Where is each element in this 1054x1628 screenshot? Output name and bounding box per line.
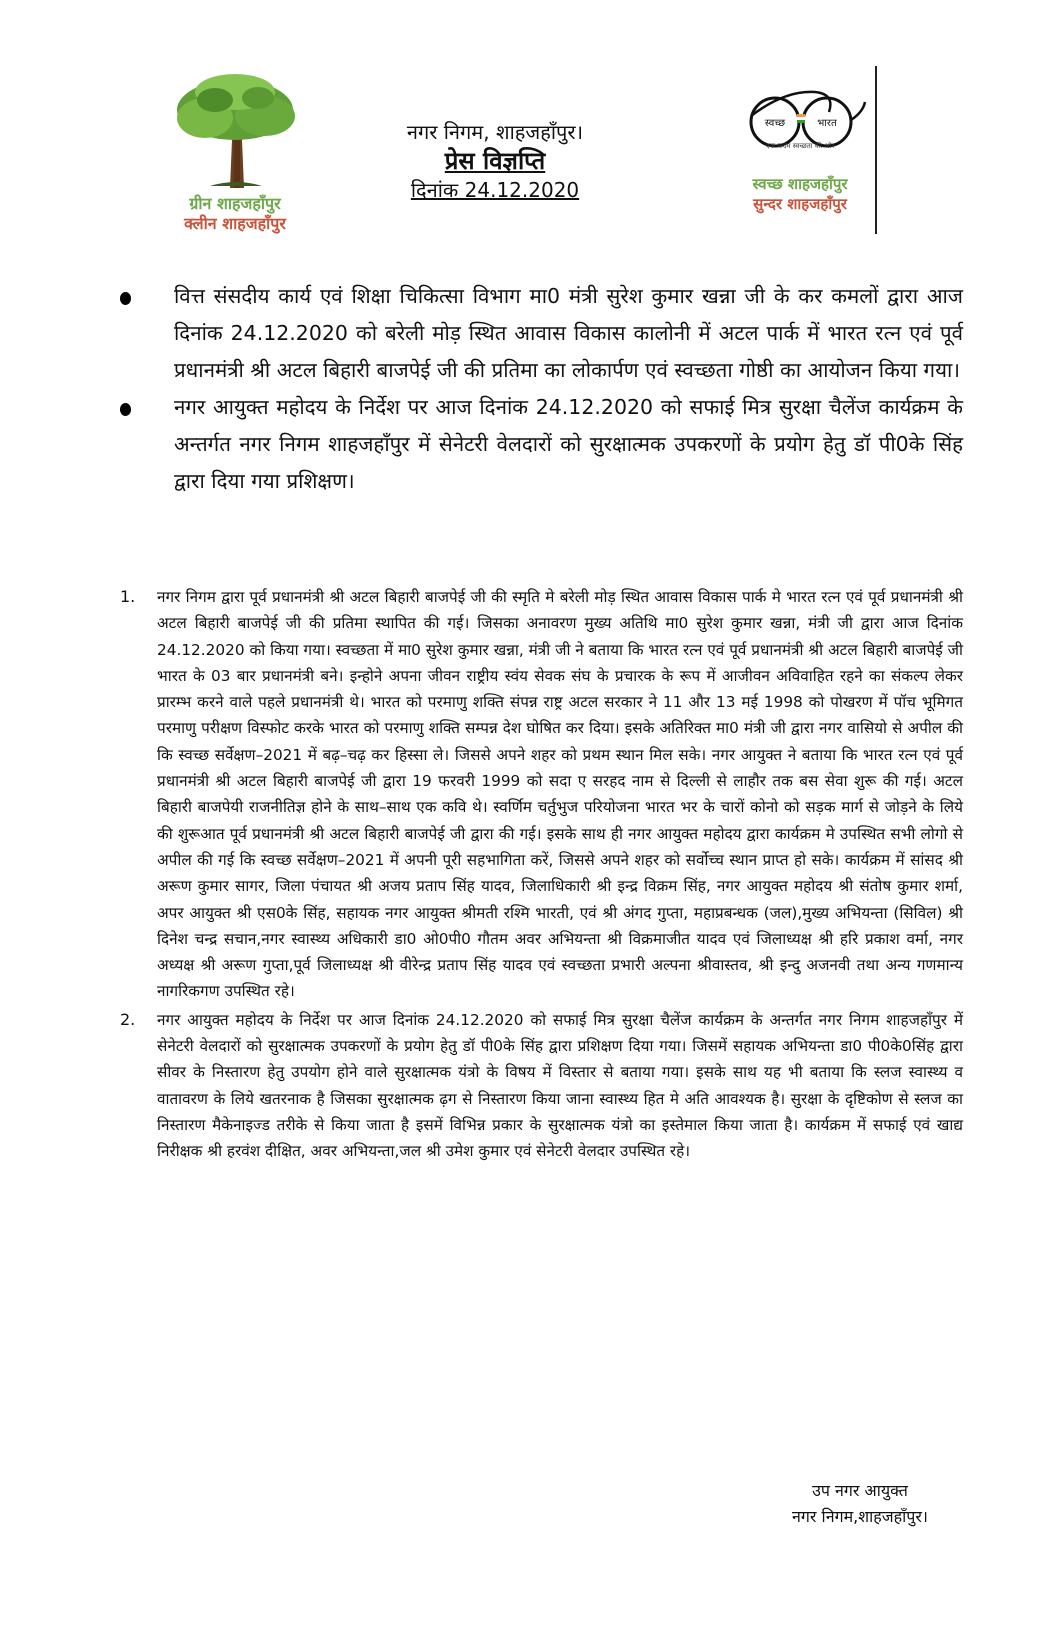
logo-left-line1: ग्रीन शाहजहाँपुर <box>189 194 281 213</box>
swachh-shahjahanpur-logo <box>745 70 865 230</box>
document-header <box>380 118 610 204</box>
bullet-icon <box>120 292 131 305</box>
paragraph-text: नगर आयुक्त महोदय के निर्देश पर आज दिनांक 24.12.2020 को सफाई मित्र सुरक्षा चैलेंज कार्यक्रम के अन्तर्गत नगर निगम शाहजहाँपुर में सेनेटरी वेलदारों को सुरक्षात्मक उपकरणों के प्रयोग हेतु डॉ पी0के सिंह द्वारा प्रशिक्षण दिया गया। जिसमें सहायक अभियन्ता डा0 पी0के0सिंह द्वारा सीवर के निस्तारण हेतु उपयोग होने वाले सुरक्षात्मक यंत्रो के विषय में विस्तार से बताया गया। इसके साथ यह भी बताया कि स्लज स्वास्थ्य व वातावरण के लिये खतरनाक है जिसका सुरक्षात्मक ढ़ग से निस्तारण किया जाना स्वास्थ्य हित मे अति आवश्यक है। सुरक्षा के दृष्टिकोण से स्लज का निस्तारण मैकेनाइज्ड तरीके से किया जाता है इसमें विभिन्न प्रकार के सुरक्षात्मक यंत्रो का इस्तेमाल किया जाता है। कार्यक्रम में सफाई एवं खाद्य निरीक्षक श्री हरवंश दीक्षित, अवर अभियन्ता,जल श्री उमेश कुमार एवं सेनेटरी वेलदार उपस्थित रहे। <box>157 1010 963 1161</box>
bullet-item <box>118 278 963 389</box>
logo-left-line2: क्लीन शाहजहाँपुर <box>184 214 286 233</box>
numbered-paragraph <box>118 584 963 1005</box>
document-date: दिनांक 24.12.2020 <box>410 178 580 202</box>
logo-right-line2: सुन्दर शाहजहाँपुर <box>753 195 847 213</box>
swachh-bharat-tagline: एक कदम स्वच्छता की ओर <box>765 142 835 150</box>
green-shahjahanpur-logo <box>160 70 310 240</box>
paragraph-number: 2. <box>120 1009 136 1029</box>
summary-bullets <box>118 278 963 500</box>
logo-right-line1: स्वच्छ शाहजहाँपुर <box>752 175 848 193</box>
bullet-text: वित्त संसदीय कार्य एवं शिक्षा चिकित्सा विभाग मा0 मंत्री सुरेश कुमार खन्ना जी के कर कमलों द्वारा आज दिनांक 24.12.2020 को बरेली मोड़ स्थित आवास विकास कालोनी में अटल पार्क में भारत रत्न एवं पूर्व प्रधानमंत्री श्री अटल बिहारी बाजपेई जी की प्रतिमा का लोकार्पण एवं स्वच्छता गोष्ठी का आयोजन किया गया। <box>174 284 963 382</box>
bullet-icon <box>120 403 131 416</box>
header-divider <box>875 66 877 234</box>
signatory-office: नगर निगम,शाहजहाँपुर। <box>792 1507 928 1526</box>
numbered-paragraph <box>118 1007 963 1165</box>
signature-block <box>760 1478 960 1530</box>
paragraph-number: 1. <box>120 587 136 606</box>
bullet-item <box>118 389 963 500</box>
glass-right-text: भारत <box>817 118 837 129</box>
organization-name: नगर निगम, शाहजहाँपुर। <box>406 120 584 144</box>
bullet-text: नगर आयुक्त महोदय के निर्देश पर आज दिनांक 24.12.2020 को सफाई मित्र सुरक्षा चैलेंज कार्यक्रम के अन्तर्गत नगर निगम शाहजहाँपुर में सेनेटरी वेलदारों को सुरक्षात्मक उपकरणों के प्रयोग हेतु डॉ पी0के सिंह द्वारा दिया गया प्रशिक्षण। <box>174 395 963 493</box>
document-title: प्रेस विज्ञप्ति <box>444 147 546 175</box>
signatory-designation: उप नगर आयुक्त <box>812 1481 908 1500</box>
glass-left-text: स्वच्छ <box>764 118 786 129</box>
tree-icon <box>170 70 300 190</box>
paragraph-text: नगर निगम द्वारा पूर्व प्रधानमंत्री श्री अटल बिहारी बाजपेई जी की स्मृति मे बरेली मोड़ स्थित आवास विकास पार्क मे भारत रत्न एवं पूर्व प्रधानमंत्री श्री अटल बिहारी बाजपेई जी की प्रतिमा स्थापित की गई। जिसका अनावरण मुख्य अतिथि मा0 सुरेश कुमार खन्ना, मंत्री जी द्वारा आज दिनांक 24.12.2020 को किया गया। स्वच्छता में मा0 सुरेश कुमार खन्ना, मंत्री जी ने बताया कि भारत रत्न एवं पूर्व प्रधानमंत्री श्री अटल बिहारी बाजपेई जी भारत के 03 बार प्रधानमंत्री बने। इन्होने अपना जीवन राष्ट्रीय स्वंय सेवक संघ के प्रचारक के रूप में आजीवन अविवाहित रहने का संकल्प लेकर प्रारम्भ करने वाले पहले प्रधानमंत्री थे। भारत को परमाणु शक्ति संपन्न राष्ट्र अटल सरकार ने 11 और 13 मई 1998 को पोखरण में पॉच भूमिगत परमाणु परीक्षण विस्फोट करके भारत को परमाणु शक्ति सम्पन्न देश घोषित कर दिया। इसके अतिरिक्त मा0 मंत्री जी द्वारा नगर वासियो से अपील की कि स्वच्छ सर्वेक्षण–2021 में बढ़–चढ़ कर हिस्सा ले। जिससे अपने शहर को प्रथम स्थान मिल सके। नगर आयुक्त ने बताया कि भारत रत्न एवं पूर्व प्रधानमंत्री श्री अटल बिहारी बाजपेई जी द्वारा 19 फरवरी 1999 को सदा ए सरहद नाम से दिल्ली से लाहौर तक बस सेवा शुरू की गई। अटल बिहारी बाजपेयी राजनीतिज्ञ होने के साथ–साथ एक कवि थे। स्वर्णिम चर्तुभुज परियोजना भारत भर के चारों कोनो को सड़क मार्ग से जोड़ने के लिये की शुरूआत पूर्व प्रधानमंत्री श्री अटल बिहारी बाजपेई जी द्वारा की गई। इसके साथ ही नगर आयुक्त महोदय द्वारा कार्यक्रम मे उपस्थित सभी लोगो से अपील की गई कि स्वच्छ सर्वेक्षण–2021 में अपनी पूरी सहभागिता करें, जिससे अपने शहर को सर्वोच्च स्थान प्राप्त हो सके। कार्यक्रम में सांसद श्री अरूण कुमार सागर, जिला पंचायत श्री अजय प्रताप सिंह यादव, जिलाधिकारी श्री इन्द्र विक्रम सिंह, नगर आयुक्त महोदय श्री संतोष कुमार शर्मा, अपर आयुक्त श्री एस0के सिंह, सहायक नगर आयुक्त श्रीमती रश्मि भारती, एवं श्री अंगद गुप्ता, महाप्रबन्धक (जल),मुख्य अभियन्ता (सिविल) श्री दिनेश चन्द्र सचान,नगर स्वास्थ्य अधिकारी डा0 ओ0पी0 गौतम अवर अभियन्ता श्री विक्रमाजीत यादव एवं जिलाध्यक्ष श्री हरि प्रकाश वर्मा, नगर अध्यक्ष श्री अरूण गुप्ता,पूर्व जिलाध्यक्ष श्री वीरेन्द्र प्रताप सिंह यादव एवं स्वच्छता प्रभारी अल्पना श्रीवास्तव, श्री इन्दु अजनवी तथा अन्य गणमान्य नागरिकगण उपस्थित रहे। <box>157 588 963 1001</box>
numbered-paragraphs <box>118 584 963 1165</box>
